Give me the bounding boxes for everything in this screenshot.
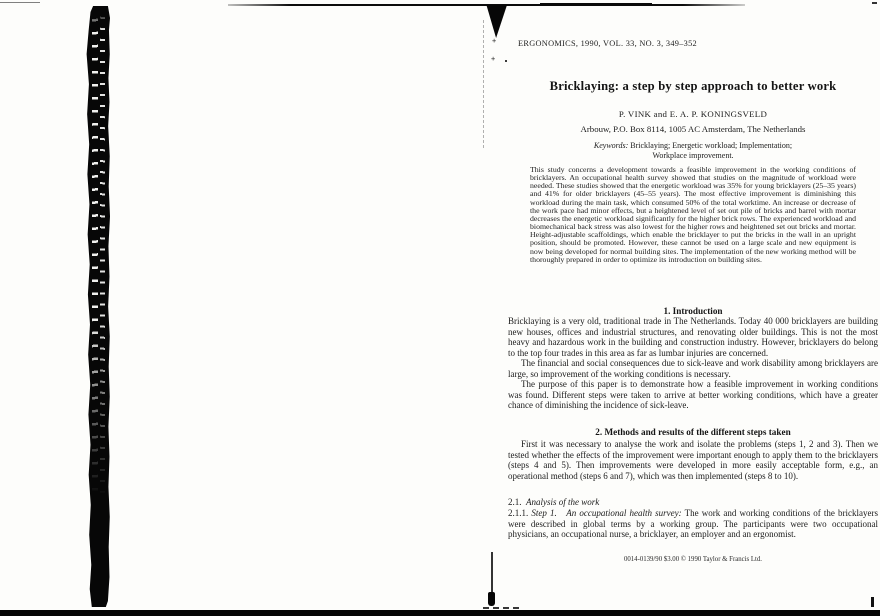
ink-blob-bottom: [488, 592, 495, 606]
journal-header: ERGONOMICS, 1990, VOL. 33, NO. 3, 349–352: [518, 39, 698, 48]
step-text: The work and working conditions of the bricklayers were described in global terms by a working group. The participants were two occupational physicians, an occupational nurse, a bricklayer, an employer and an ergonomist.: [508, 508, 879, 539]
introduction-body: [508, 316, 878, 411]
intro-paragraph-1: Bricklaying is a very old, traditional trade in The Netherlands. Today 40 000 bricklayers are building new houses, offices and industrial structures, and renovating older buildings. This is not the most heavy and hazardous work in the building and construction industry. However, bricklayers do belong to the top four trades in this area as far as lumbar injuries are concerned.: [508, 316, 878, 358]
book-spine-scan-artifact: [84, 6, 110, 607]
step1-paragraph: [508, 508, 878, 540]
registration-plus-mark: +: [491, 55, 496, 63]
fold-line-bottom: [491, 552, 493, 596]
keywords-line-1: [508, 141, 878, 151]
article-title: Bricklaying: a step by step approach to better work: [549, 79, 837, 93]
intro-paragraph-3: The purpose of this paper is to demonstrate how a feasible improvement in working conditions was found. Different steps were taken to arrive at better working conditions, which have a greater chance of diminishing the incidence of sick-leave.: [508, 379, 878, 410]
step-label: Step 1.: [531, 508, 557, 518]
keywords-block: [508, 141, 878, 160]
step1-body: [508, 508, 878, 540]
subsection-2-1-heading: [508, 497, 878, 507]
intro-paragraph-2: The financial and social consequences due to sick-leave and work disability among bricklayers are large, so improvement of the working conditions is necessary.: [508, 358, 878, 379]
registration-plus-mark: +: [492, 37, 497, 45]
subsection-number: 2.1.: [508, 497, 522, 507]
section-heading-methods: 2. Methods and results of the different steps taken: [595, 427, 791, 437]
abstract: This study concerns a development towards a feasible improvement in the working conditions of bricklayers. An occupational health survey showed that studies on the magnitude of workload were needed. These studies showed that the energetic workload was 35% for young bricklayers (25–35 years) and 41% for older bricklayers (45–55 years). The most effective improvement is diminishing this workload during the main task, which consumed 50% of the total worktime. An increase or decrease of the work pace had minor effects, but a heightened level of set out pile of bricks and barrel with mortar decreases the energetic workload significantly for the higher brick rows. The experienced workload and biomechanical back stress was also lowest for the higher rows and heightened set out bricks and mortar. Height-adjustable scaffoldings, which enable the bricklayer to put the bricks in the wall in an upright position, should be promoted. However, these cannot be used on a large scale and new equipment is now being developed for normal building sites. The implementation of the new working method will be thoroughly prepared in order to optimize its introduction on building sites.: [530, 165, 856, 264]
methods-body: [508, 439, 878, 481]
affiliation-line: Arbouw, P.O. Box 8114, 1005 AC Amsterdam, The Netherlands: [580, 124, 806, 134]
keywords-line-2: Workplace improvement.: [652, 150, 734, 160]
fold-dashed-line-top: [483, 20, 484, 148]
keywords-text: Bricklaying; Energetic workload; Implementation;: [630, 141, 793, 150]
step-run-in-title: An occupational health survey:: [566, 508, 682, 518]
scan-hairline-top-left: [0, 2, 40, 3]
keywords-label: Keywords:: [593, 141, 629, 150]
article-page: [508, 0, 878, 616]
registration-dot-mark: [505, 60, 507, 62]
methods-paragraph-1: First it was necessary to analyse the work and isolate the problems (steps 1, 2 and 3). Then we tested whether the effects of the improvement were important enough to apply them to the bricklayers (steps 4 and 5). Then improvements were developed in more easily acceptable form, e.g., an operational method (steps 6 and 7), which was then implemented (steps 8 to 10).: [508, 439, 878, 481]
copyright-footer: 0014-0139/90 $3.00 © 1990 Taylor & Francis Ltd.: [623, 556, 763, 563]
authors-line: P. VINK and E. A. P. KONINGSVELD: [618, 109, 768, 119]
subsection-title: Analysis of the work: [526, 497, 600, 507]
section-heading-introduction: 1. Introduction: [663, 306, 723, 316]
subsubsection-number: 2.1.1.: [508, 508, 529, 518]
crop-mark-wedge: [486, 5, 507, 38]
